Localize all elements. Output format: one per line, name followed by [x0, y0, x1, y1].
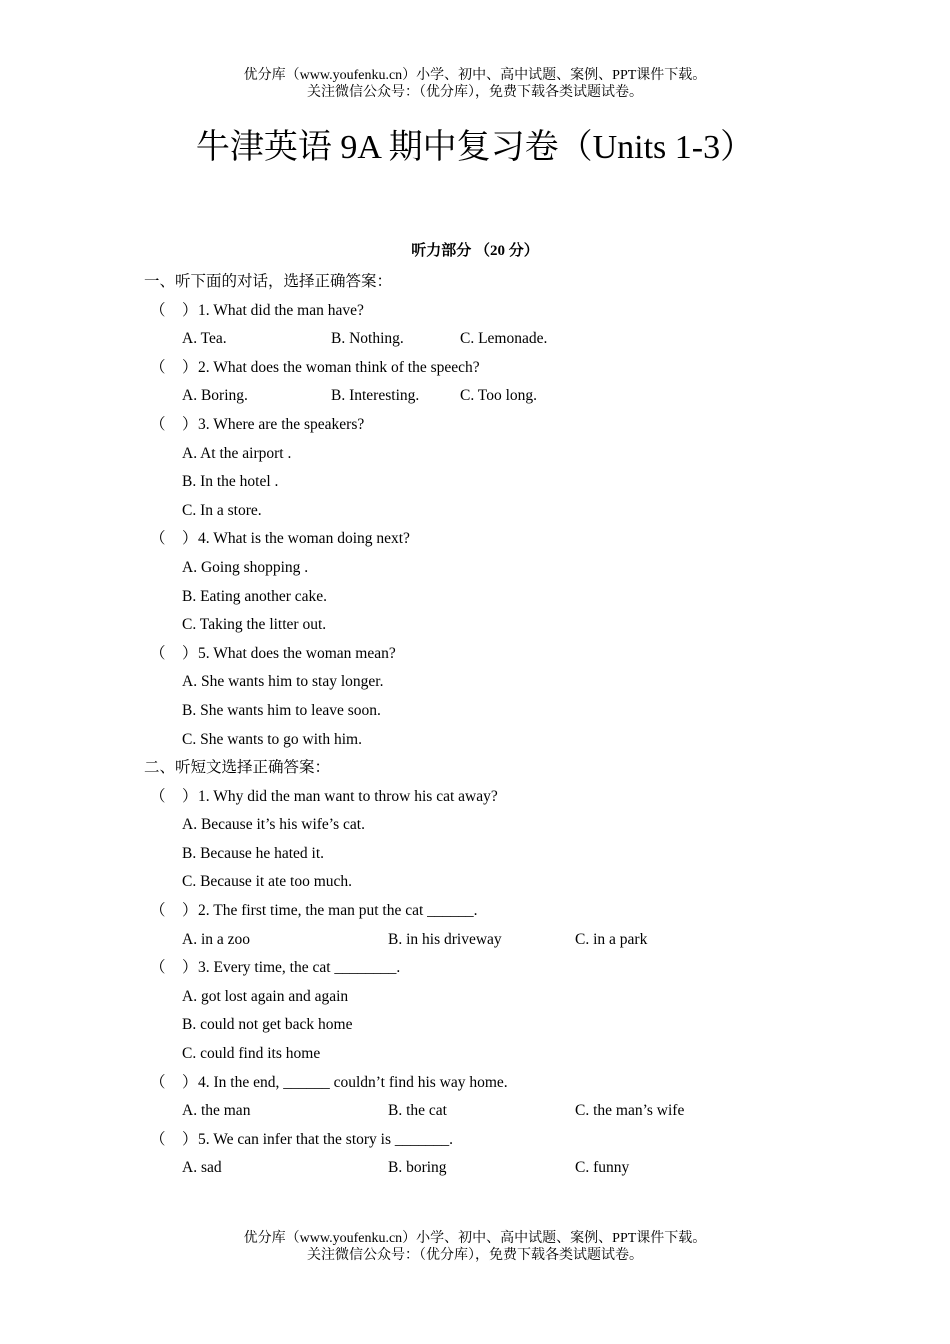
part-1-heading: 一、听下面的对话，选择正确答案： [144, 273, 393, 290]
answer-blank-open[interactable]: （ [150, 1073, 166, 1091]
answer-blank-close: ） [182, 1073, 198, 1091]
option: B. Eating another cake. [182, 587, 328, 605]
option: A. She wants him to stay longer. [182, 673, 384, 691]
option: B. the cat [388, 1102, 447, 1120]
option: B. She wants him to leave soon. [182, 701, 381, 719]
answer-blank-open[interactable]: （ [150, 644, 166, 662]
question-text: 5. We can infer that the story is _______. [198, 1130, 454, 1148]
question-text: 4. What is the woman doing next? [198, 530, 410, 548]
question-row [144, 783, 844, 812]
options-row [144, 926, 844, 955]
answer-blank-open[interactable]: （ [150, 415, 166, 433]
answer-blank-close: ） [182, 301, 198, 319]
question-text: 3. Where are the speakers? [198, 415, 365, 433]
answer-blank-close: ） [182, 1130, 198, 1148]
option: C. the man’s wife [575, 1102, 685, 1120]
option: B. boring [388, 1159, 447, 1177]
footer-line-2: 关注微信公众号：（优分库），免费下载各类试题试卷。 [307, 1248, 643, 1263]
page-title: 牛津英语 9A 期中复习卷（Units 1-3） [195, 129, 755, 166]
option: A. Tea. [182, 330, 227, 348]
option: A. Going shopping . [182, 558, 309, 576]
options-row [144, 1154, 844, 1183]
option: B. could not get back home [182, 1016, 353, 1034]
question-text: 5. What does the woman mean? [198, 644, 396, 662]
question-text: 3. Every time, the cat ________. [198, 959, 401, 977]
answer-blank-close: ） [182, 358, 198, 376]
option: B. In the hotel . [182, 473, 279, 491]
answer-blank-open[interactable]: （ [150, 1130, 166, 1148]
question-content [144, 268, 844, 1183]
option: C. funny [575, 1159, 630, 1177]
option: C. Because it ate too much. [182, 873, 353, 891]
section-heading: 听力部分 （20 分） [411, 243, 539, 259]
footer-line-1: 优分库（www.youfenku.cn）小学、初中、高中试题、案例、PPT课件下载。 [243, 1231, 707, 1246]
answer-blank-close: ） [182, 787, 198, 805]
answer-blank-close: ） [182, 415, 198, 433]
question-row [144, 954, 844, 983]
answer-blank-open[interactable]: （ [150, 301, 166, 319]
question-row [144, 411, 844, 440]
question-row [144, 640, 844, 669]
question-row [144, 525, 844, 554]
option: B. in his driveway [388, 930, 502, 948]
option: A. Boring. [182, 387, 248, 405]
option: A. got lost again and again [182, 987, 349, 1005]
option: C. could find its home [182, 1045, 321, 1063]
answer-blank-open[interactable]: （ [150, 902, 166, 920]
question-row [144, 297, 844, 326]
option: C. Lemonade. [460, 330, 548, 348]
header-line-2: 关注微信公众号：（优分库），免费下载各类试题试卷。 [307, 85, 643, 100]
answer-blank-open[interactable]: （ [150, 358, 166, 376]
part-2-heading: 二、听短文选择正确答案： [144, 759, 331, 777]
question-row [144, 1126, 844, 1155]
option: B. Nothing. [331, 330, 404, 348]
question-text: 2. The first time, the man put the cat ______. [198, 902, 478, 920]
answer-blank-close: ） [182, 902, 198, 920]
answer-blank-open[interactable]: （ [150, 787, 166, 805]
option: A. Because it’s his wife’s cat. [182, 816, 365, 834]
answer-blank-open[interactable]: （ [150, 959, 166, 977]
option: C. Too long. [460, 387, 538, 405]
question-text: 1. What did the man have? [198, 301, 364, 319]
question-row [144, 354, 844, 383]
question-text: 1. Why did the man want to throw his cat away? [198, 787, 498, 805]
option: A. the man [182, 1102, 251, 1120]
option: C. She wants to go with him. [182, 730, 362, 748]
option: C. In a store. [182, 501, 262, 519]
question-text: 4. In the end, ______ couldn’t find his way home. [198, 1073, 508, 1091]
page-footer [0, 1230, 950, 1264]
options-row [144, 382, 844, 411]
question-row [144, 1069, 844, 1098]
header-line-1: 优分库（www.youfenku.cn）小学、初中、高中试题、案例、PPT课件下载。 [243, 68, 707, 83]
option: C. in a park [575, 930, 648, 948]
option: C. Taking the litter out. [182, 616, 327, 634]
answer-blank-open[interactable]: （ [150, 530, 166, 548]
answer-blank-close: ） [182, 959, 198, 977]
question-text: 2. What does the woman think of the speech? [198, 358, 480, 376]
options-row [144, 325, 844, 354]
option: B. Because he hated it. [182, 844, 325, 862]
options-row [144, 1097, 844, 1126]
option: A. sad [182, 1159, 222, 1177]
page-header [0, 67, 950, 101]
answer-blank-close: ） [182, 530, 198, 548]
option: B. Interesting. [331, 387, 420, 405]
answer-blank-close: ） [182, 644, 198, 662]
option: A. in a zoo [182, 930, 251, 948]
question-row [144, 897, 844, 926]
option: A. At the airport . [182, 444, 292, 462]
